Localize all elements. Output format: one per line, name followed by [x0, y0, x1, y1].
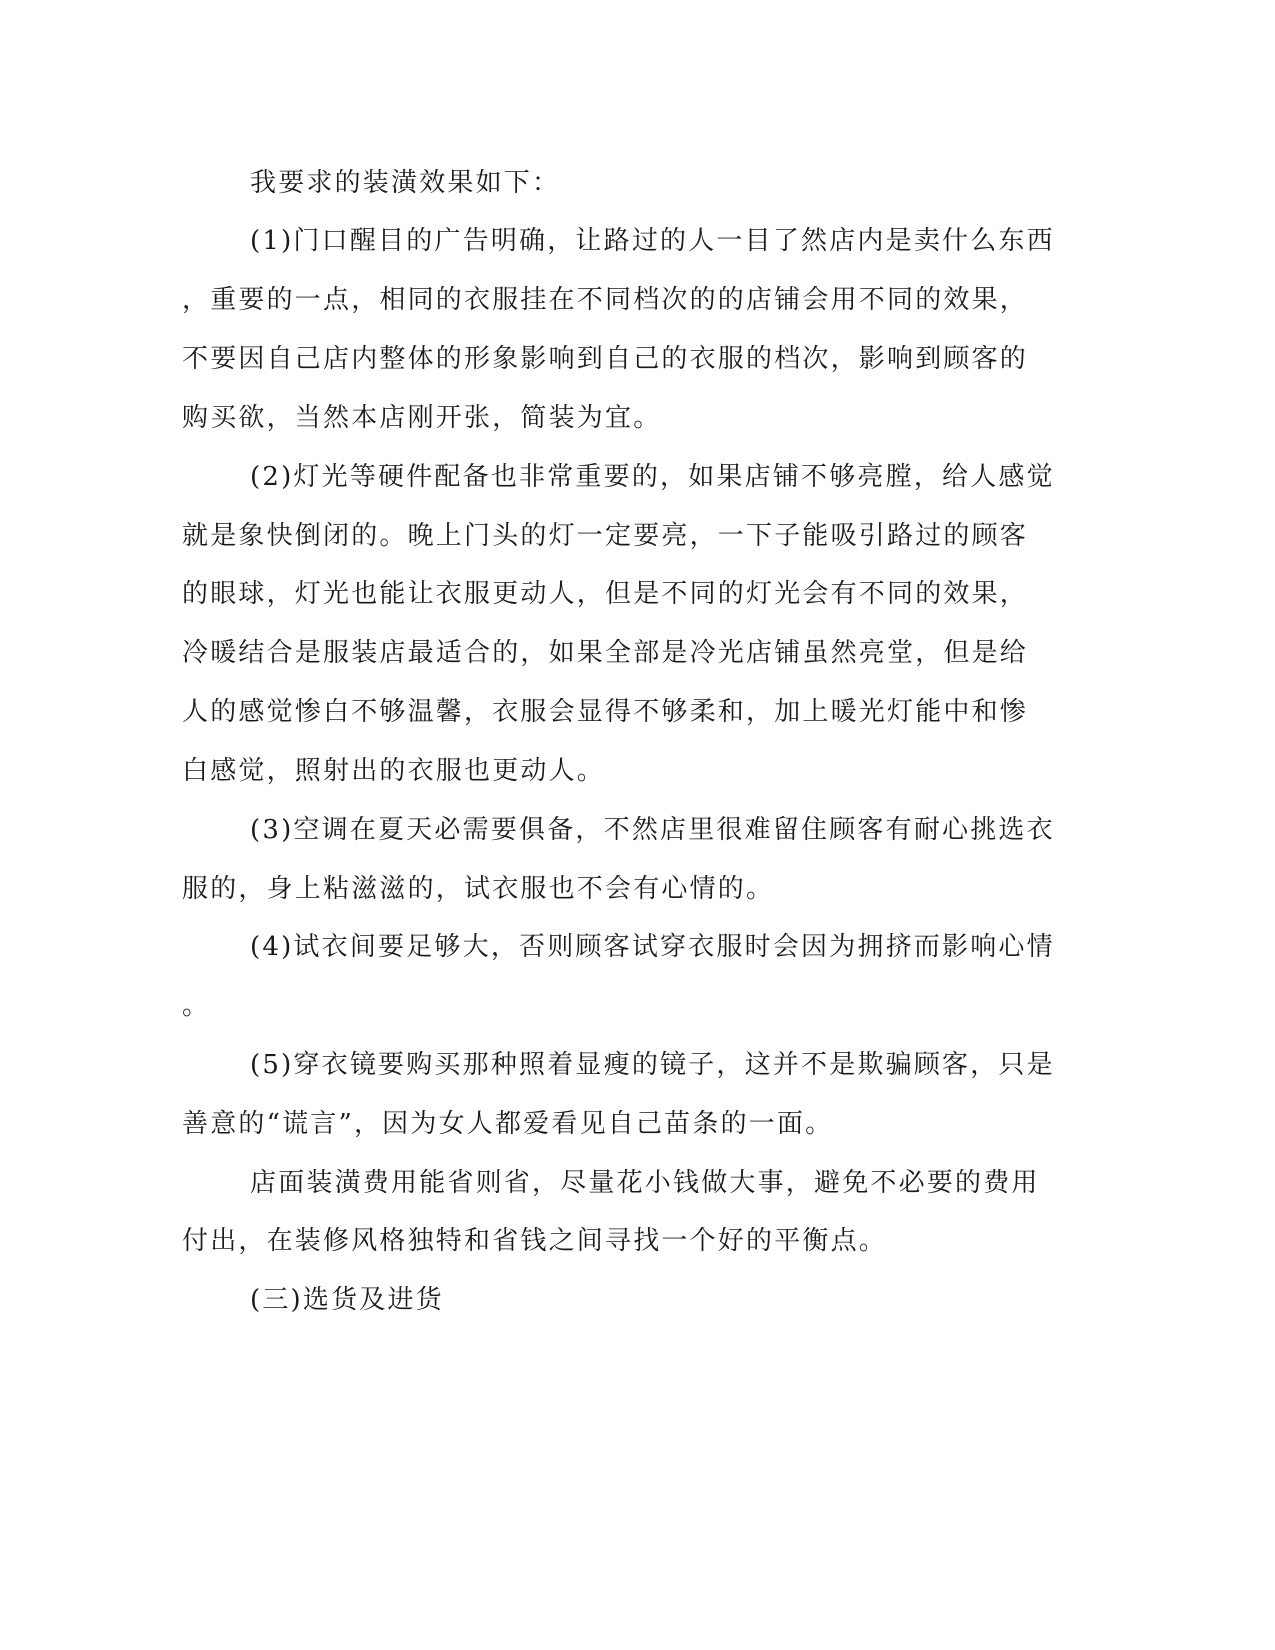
text-line: 。	[182, 991, 211, 1021]
text-line: (1)门口醒目的广告明确，让路过的人一目了然店内是卖什么东西	[250, 226, 1055, 256]
text-line: 我要求的装潢效果如下：	[250, 168, 561, 198]
text-line: (2)灯光等硬件配备也非常重要的，如果店铺不够亮膛，给人感觉	[250, 462, 1055, 492]
text-line: 不要因自己店内整体的形象影响到自己的衣服的档次，影响到顾客的	[182, 344, 1029, 374]
text-line: (5)穿衣镜要购买那种照着显瘦的镜子，这并不是欺骗顾客，只是	[250, 1050, 1055, 1080]
text-line: 冷暖结合是服装店最适合的，如果全部是冷光店铺虽然亮堂，但是给	[182, 638, 1029, 668]
text-line: 白感觉，照射出的衣服也更动人。	[182, 756, 606, 786]
text-line: 付出，在装修风格独特和省钱之间寻找一个好的平衡点。	[182, 1226, 888, 1256]
text-line: 服的，身上粘滋滋的，试衣服也不会有心情的。	[182, 874, 775, 904]
text-line: 购买欲，当然本店刚开张，简装为宜。	[182, 403, 662, 433]
text-line: 就是象快倒闭的。晚上门头的灯一定要亮，一下子能吸引路过的顾客	[182, 521, 1029, 551]
text-line: 店面装潢费用能省则省，尽量花小钱做大事，避免不必要的费用	[250, 1168, 1040, 1198]
text-line: (4)试衣间要足够大，否则顾客试穿衣服时会因为拥挤而影响心情	[250, 932, 1055, 962]
text-line: ，重要的一点，相同的衣服挂在不同档次的的店铺会用不同的效果，	[182, 285, 1029, 315]
text-line: (3)空调在夏天必需要俱备，不然店里很难留住顾客有耐心挑选衣	[250, 815, 1055, 845]
text-line: 人的感觉惨白不够温馨，衣服会显得不够柔和，加上暖光灯能中和惨	[182, 697, 1029, 727]
text-line: 善意的“谎言”，因为女人都爱看见自己苗条的一面。	[182, 1109, 834, 1139]
text-line: 的眼球，灯光也能让衣服更动人，但是不同的灯光会有不同的效果，	[182, 579, 1029, 609]
section-heading: (三)选货及进货	[250, 1285, 444, 1315]
